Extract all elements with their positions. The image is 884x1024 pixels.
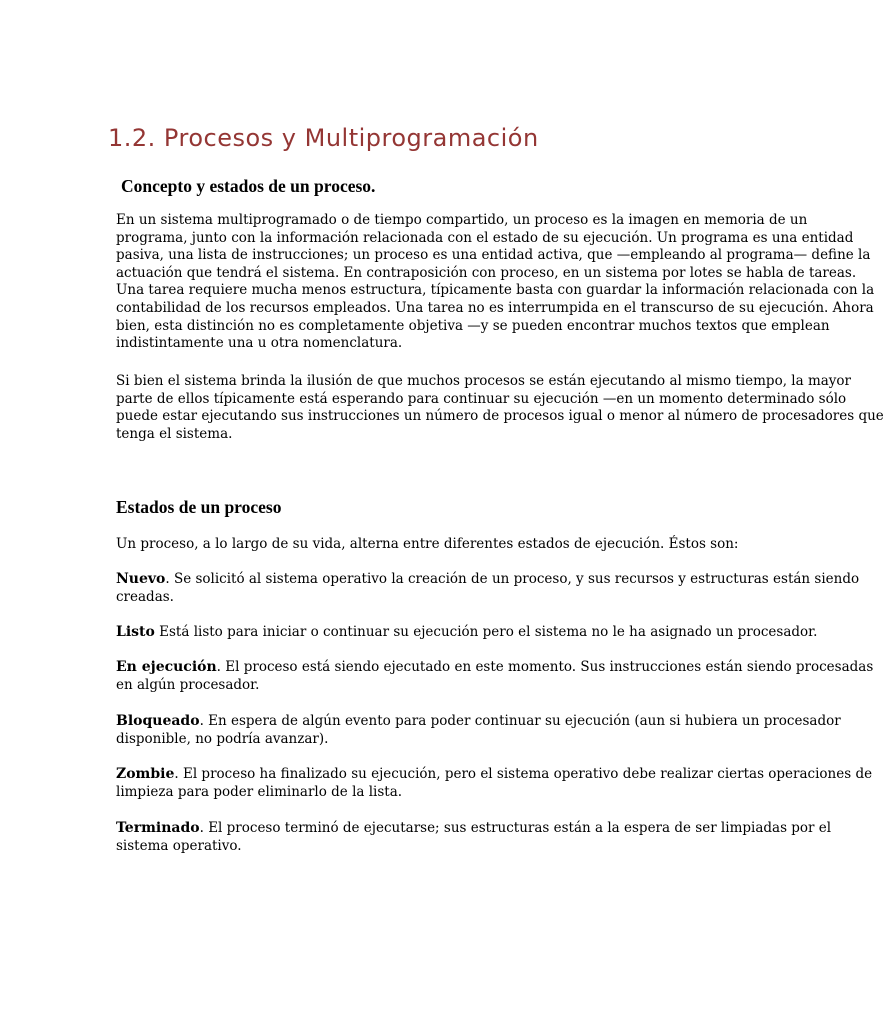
state-item-zombie (116, 766, 872, 801)
state-description: Está listo para iniciar o continuar su ejecución pero el sistema no le ha asignado un procesador. (154, 624, 818, 640)
text-line: pasiva, una lista de instrucciones; un proceso es una entidad activa, que —empleando al programa— define la (116, 247, 871, 264)
text-line: programa, junto con la información relacionada con el estado de su ejecución. Un programa es una entidad (116, 229, 854, 246)
state-description: . En espera de algún evento para poder continuar su ejecución (aun si hubiera un procesador (199, 713, 841, 729)
text-line: contabilidad de los recursos empleados. Una tarea no es interrumpida en el transcurso de su ejecución. Ahora (116, 299, 874, 316)
paragraph-estados-intro (116, 536, 738, 554)
state-description-cont: limpieza para poder eliminarlo de la lista. (116, 783, 403, 800)
section-heading-estados: Estados de un proceso (116, 497, 282, 517)
state-term: Nuevo (116, 571, 166, 587)
text-line: En un sistema multiprogramado o de tiempo compartido, un proceso es la imagen en memoria de un (116, 212, 808, 228)
state-description-cont: en algún procesador. (116, 676, 260, 693)
text-line: parte de ellos típicamente está esperando para continuar su ejecución —en un momento determinado sólo (116, 390, 847, 407)
state-description: . El proceso terminó de ejecutarse; sus estructuras están a la espera de ser limpiadas por el (199, 820, 832, 836)
state-description: . El proceso está siendo ejecutado en este momento. Sus instrucciones están siendo procesadas (216, 659, 874, 675)
page-title: 1.2. Procesos y Multiprogramación (108, 124, 539, 152)
state-item-terminado (116, 820, 831, 855)
state-term: Bloqueado (116, 713, 200, 729)
text-line: actuación que tendrá el sistema. En contraposición con proceso, en un sistema por lotes se habla de tareas. (116, 264, 857, 281)
state-item-nuevo (116, 571, 859, 606)
section-heading-concepto: Concepto y estados de un proceso. (121, 176, 376, 196)
state-term: Listo (116, 624, 155, 640)
state-item-listo (116, 624, 817, 642)
text-line: puede estar ejecutando sus instrucciones un número de procesos igual o menor al número de procesadores que (116, 408, 884, 425)
paragraph-concepto-1 (116, 212, 874, 353)
state-item-en-ejecucion (116, 659, 873, 694)
state-item-bloqueado (116, 713, 841, 748)
text-line: Un proceso, a lo largo de su vida, alterna entre diferentes estados de ejecución. Éstos son: (116, 536, 739, 552)
text-line: Una tarea requiere mucha menos estructura, típicamente basta con guardar la información relacionada con la (116, 282, 875, 299)
state-description-cont: sistema operativo. (116, 837, 242, 854)
state-term: Zombie (116, 766, 175, 782)
state-term: En ejecución (116, 659, 217, 675)
text-line: Si bien el sistema brinda la ilusión de que muchos procesos se están ejecutando al mismo tiempo, la mayor (116, 373, 851, 389)
state-description: . El proceso ha finalizado su ejecución, pero el sistema operativo debe realizar ciertas operaciones de (174, 766, 873, 782)
text-line: indistintamente una u otra nomenclatura. (116, 335, 403, 352)
state-description: . Se solicitó al sistema operativo la creación de un proceso, y sus recursos y estructuras están siendo (165, 571, 860, 587)
state-term: Terminado (116, 820, 200, 836)
text-line: tenga el sistema. (116, 425, 233, 442)
paragraph-concepto-2 (116, 373, 884, 443)
text-line: bien, esta distinción no es completamente objetiva —y se pueden encontrar muchos textos que emplean (116, 317, 830, 334)
state-description-cont: disponible, no podría avanzar). (116, 730, 329, 747)
state-description-cont: creadas. (116, 588, 174, 605)
